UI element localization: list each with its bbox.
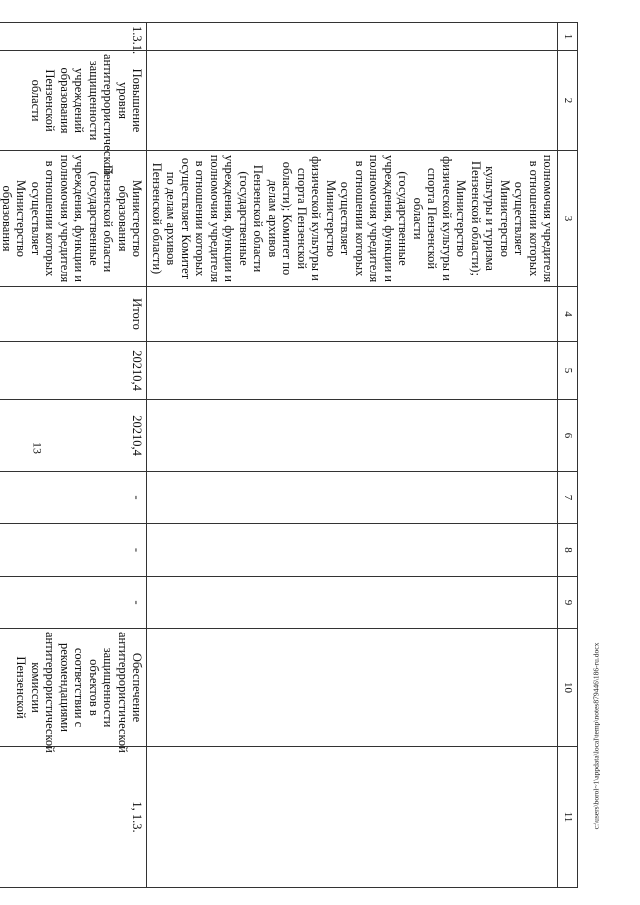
column-header-1: 1 — [558, 23, 578, 51]
cell-responsible-executor: Министерство образования Пензенской области (государственные учреждения, функции и полномочия учредителя в отношении которых осуществляет Министерство образования — [0, 151, 147, 287]
column-header-7: 7 — [558, 472, 578, 524]
cell-activity-name — [147, 51, 558, 151]
column-header-3: 3 — [558, 151, 578, 287]
table-row — [0, 23, 147, 888]
cell-funding-source — [147, 287, 558, 342]
cell-col-6 — [147, 400, 558, 472]
rotated-table-container — [0, 22, 578, 887]
document-file-path: c:\users\borol~1\appdata\local\temp\notes879446\186-ru.docx — [591, 642, 601, 830]
cell-indicator-link: 1, 1.3. — [0, 747, 147, 888]
cell-expected-result — [147, 629, 558, 747]
cell-number: 1.3.1. — [0, 23, 147, 51]
program-activities-table — [0, 22, 578, 888]
cell-number — [147, 23, 558, 51]
column-header-row — [558, 23, 578, 888]
column-header-6: 6 — [558, 400, 578, 472]
cell-col-7 — [147, 472, 558, 524]
table-row — [147, 23, 558, 888]
cell-activity-name: Повышение уровня антитеррористической защищенности учреждений образования Пензенской области — [0, 51, 147, 151]
column-header-10: 10 — [558, 629, 578, 747]
cell-col-5: 20210,4 — [0, 342, 147, 400]
column-header-11: 11 — [558, 747, 578, 888]
cell-indicator-link — [147, 747, 558, 888]
cell-col-6: 20210,4 — [0, 400, 147, 472]
cell-responsible-executor: полномочия учредителя в отношении которых осуществляет Министерство культуры и туризма Пензенской области); Министерство физической культуры и спорта Пензенской области (государственные учреждения, функции и полномочия учредителя в отношении которых осуществляет Министерство физической культуры и спорта Пензенской области); Комитет по делам архивов Пензенской области (государственные учреждения, функции и полномочия учредителя в отношении которых осуществляет Комитет по делам архивов Пензенской области) — [147, 151, 558, 287]
cell-col-9 — [147, 577, 558, 629]
cell-funding-source: Итого — [0, 287, 147, 342]
cell-col-5 — [147, 342, 558, 400]
cell-col-8: - — [0, 524, 147, 577]
cell-col-8 — [147, 524, 558, 577]
column-header-4: 4 — [558, 287, 578, 342]
column-header-2: 2 — [558, 51, 578, 151]
page-number: 13 — [30, 442, 45, 454]
cell-col-7: - — [0, 472, 147, 524]
column-header-9: 9 — [558, 577, 578, 629]
cell-expected-result: Обеспечение антитеррористической защищенности объектов в соответствии с рекомендациями антитеррористической комиссии Пензенской — [0, 629, 147, 747]
cell-col-9: - — [0, 577, 147, 629]
column-header-8: 8 — [558, 524, 578, 577]
column-header-5: 5 — [558, 342, 578, 400]
